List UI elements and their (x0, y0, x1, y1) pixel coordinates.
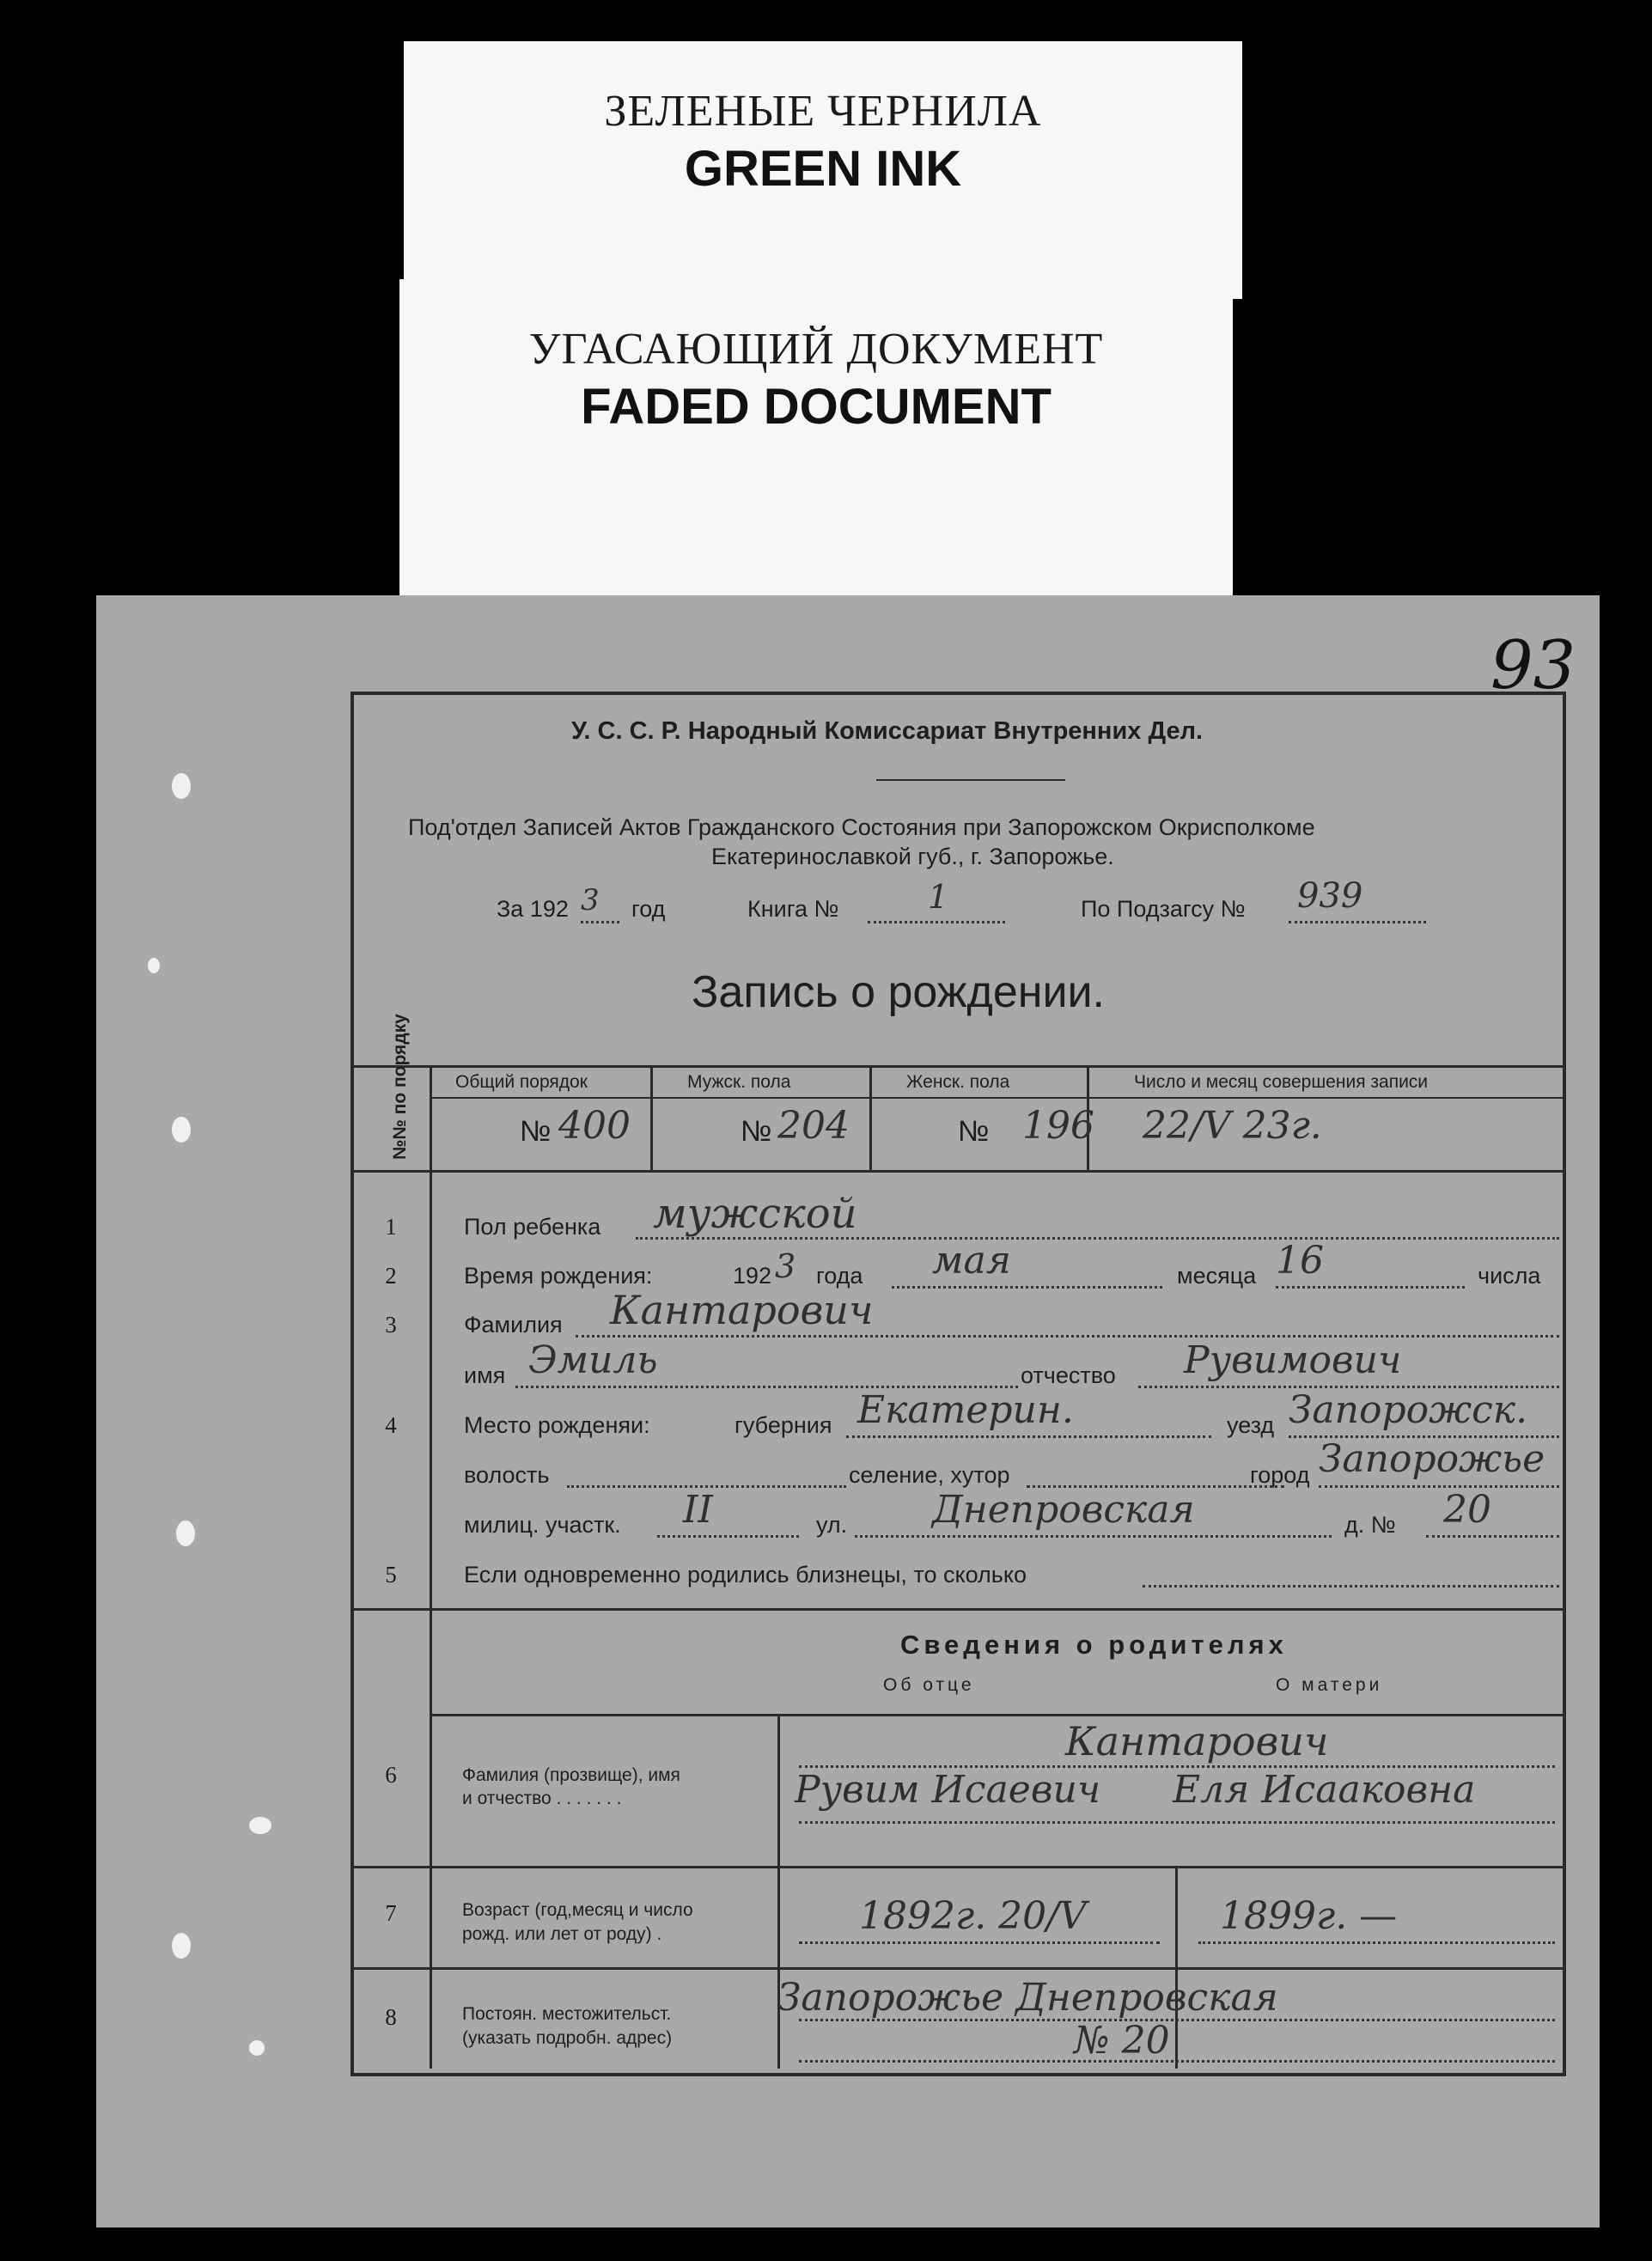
faded-document-label-ru: УГАСАЮЩИЙ ДОКУМЕНТ (528, 325, 1104, 374)
row-8-top-rule (351, 1967, 1566, 1970)
patronymic-value: Рувимович (1184, 1338, 1402, 1382)
female-order-value: 196 (1022, 1104, 1094, 1148)
parent-name-label-line-1: Фамилия (прозвище), имя (462, 1765, 680, 1785)
gubernia-fill-line (846, 1435, 1211, 1438)
name-label: имя (464, 1362, 506, 1388)
city-value: Запорожье (1319, 1437, 1545, 1481)
gubernia-label: губерния (735, 1412, 832, 1438)
year-fill-line (581, 921, 619, 923)
subzags-value: 939 (1297, 876, 1363, 916)
binder-hole (249, 2040, 265, 2056)
general-order-label: Общий порядок (455, 1072, 588, 1092)
house-fill-line (1426, 1535, 1559, 1538)
record-title: Запись о рождении. (692, 967, 1105, 1017)
mother-age-fill-line (1198, 1941, 1555, 1944)
male-order-prefix: № (741, 1115, 772, 1148)
address-value-line-1: Запорожье Днепровская (777, 1976, 1278, 2020)
birth-month-fill-line (892, 1286, 1162, 1289)
birth-day-fill-line (1276, 1286, 1465, 1289)
subdepartment-line-1: Под'отдел Записей Актов Гражданского Состояния при Запорожском Окрисполкоме (408, 814, 1315, 840)
parents-surname-value: Кантарович (1065, 1718, 1329, 1764)
birth-time-label: Время рождения: (464, 1263, 653, 1289)
book-value: 1 (928, 878, 949, 916)
parents-top-rule (351, 1608, 1566, 1611)
sex-value: мужской (653, 1190, 857, 1238)
ministry-header: У. С. С. Р. Народный Комиссариат Внутренних Дел. (571, 717, 1204, 745)
twins-fill-line (1143, 1585, 1559, 1588)
row-number-header: №№ по порядку (390, 1014, 410, 1160)
counter-bottom-rule (351, 1170, 1566, 1173)
subzags-label: По Подзагсу № (1081, 896, 1246, 922)
subdepartment-line-2: Екатеринославкой губ., г. Запорожье. (711, 844, 1114, 869)
sex-fill-line (636, 1237, 1559, 1240)
book-fill-line (868, 921, 1005, 923)
address-value-line-2: № 20 (1074, 2019, 1170, 2063)
parent-name-fill-line (799, 1821, 1555, 1824)
month-label: месяца (1177, 1263, 1257, 1289)
uezd-value: Запорожск. (1289, 1388, 1528, 1432)
subzags-fill-line (1289, 921, 1426, 923)
binder-hole (148, 958, 160, 973)
page-number: 93 (1490, 627, 1576, 704)
father-age-fill-line (799, 1941, 1160, 1944)
militia-label: милиц. участк. (464, 1512, 621, 1538)
house-value: 20 (1443, 1488, 1491, 1532)
record-date-label: Число и месяц совершения записи (1134, 1072, 1429, 1092)
book-label: Книга № (747, 896, 839, 922)
city-fill-line (1319, 1485, 1559, 1488)
mother-age-value: 1899г. — (1220, 1894, 1398, 1938)
address-label-line-1: Постоян. местожительст. (462, 2004, 672, 2024)
patronymic-label: отчество (1021, 1362, 1116, 1388)
age-label-line-1: Возраст (год,месяц и число (462, 1900, 693, 1920)
counter-column-rule (650, 1065, 653, 1170)
militia-value: II (683, 1488, 713, 1532)
militia-fill-line (657, 1535, 799, 1538)
gubernia-value: Екатерин. (857, 1388, 1074, 1432)
binder-hole (249, 1817, 271, 1834)
row-number: 6 (385, 1762, 397, 1788)
birthplace-label: Место рожденяи: (464, 1412, 650, 1438)
address-fill-line (799, 2019, 1555, 2021)
number-column-rule (430, 1065, 432, 2069)
father-name-value: Рувим Исаевич (795, 1768, 1101, 1812)
father-age-value: 1892г. 20/V (859, 1894, 1087, 1938)
birth-month-value: мая (932, 1239, 1011, 1283)
binder-hole (172, 773, 191, 799)
surname-value: Кантарович (610, 1287, 874, 1333)
uezd-label: уезд (1227, 1412, 1275, 1438)
counter-header-rule (430, 1097, 1566, 1099)
counter-column-rule (869, 1065, 872, 1170)
street-value: Днепровская (932, 1488, 1195, 1532)
year-label: За 192 (497, 896, 569, 922)
birth-year-value: 3 (775, 1247, 796, 1285)
row-number: 2 (385, 1263, 397, 1289)
twins-label: Если одновременно родились близнецы, то сколько (464, 1562, 1027, 1588)
table-top-rule (351, 1065, 1566, 1068)
sex-label: Пол ребенка (464, 1214, 601, 1240)
row-number: 3 (385, 1312, 397, 1338)
general-order-prefix: № (520, 1115, 552, 1148)
male-order-label: Мужск. пола (687, 1072, 791, 1092)
faded-document-label (399, 279, 1233, 597)
binder-hole (172, 1117, 191, 1143)
male-order-value: 204 (777, 1104, 850, 1148)
row-number: 5 (385, 1562, 397, 1588)
green-ink-label (404, 41, 1242, 299)
age-label-line-2: рожд. или лет от роду) . (462, 1924, 662, 1944)
female-order-prefix: № (958, 1115, 990, 1148)
day-label: числа (1478, 1263, 1541, 1289)
father-column-label: Об отце (883, 1675, 975, 1695)
street-label: ул. (816, 1512, 848, 1538)
faded-document-label-en: FADED DOCUMENT (581, 379, 1052, 435)
year-value: 3 (581, 883, 600, 917)
row-number: 7 (385, 1900, 397, 1926)
birth-day-value: 16 (1276, 1239, 1324, 1283)
birth-year-prefix: 192 (733, 1263, 772, 1289)
village-label: селение, хутор (849, 1462, 1010, 1488)
record-date-value: 22/V 23г. (1143, 1104, 1322, 1148)
parent-name-label-line-2: и отчество . . . . . . . (462, 1789, 622, 1808)
year-suffix: год (631, 896, 666, 922)
parents-header-rule (430, 1714, 1566, 1716)
row-number: 4 (385, 1412, 397, 1438)
city-label: город (1250, 1462, 1310, 1488)
row-number: 8 (385, 2004, 397, 2030)
birth-year-suffix: года (816, 1263, 863, 1289)
volost-label: волость (464, 1462, 550, 1488)
row-7-top-rule (351, 1866, 1566, 1868)
binder-hole (172, 1933, 191, 1959)
general-order-value: 400 (558, 1104, 631, 1148)
name-value: Эмиль (528, 1338, 658, 1382)
mother-name-value: Еля Исааковна (1173, 1768, 1476, 1812)
mother-column-label: О матери (1276, 1675, 1383, 1695)
female-order-label: Женск. пола (906, 1072, 1010, 1092)
parents-heading: Сведения о родителях (900, 1630, 1288, 1660)
address-label-line-2: (указать подробн. адрес) (462, 2028, 673, 2048)
binder-hole (176, 1521, 195, 1546)
row-number: 1 (385, 1214, 397, 1240)
address-fill-line (799, 2060, 1555, 2063)
green-ink-label-ru: ЗЕЛЕНЫЕ ЧЕРНИЛА (604, 87, 1042, 136)
surname-fill-line (576, 1335, 1559, 1338)
header-rule (876, 779, 1065, 781)
street-fill-line (855, 1535, 1332, 1538)
green-ink-label-en: GREEN INK (684, 141, 962, 197)
house-label: д. № (1344, 1512, 1396, 1538)
surname-label: Фамилия (464, 1312, 563, 1338)
